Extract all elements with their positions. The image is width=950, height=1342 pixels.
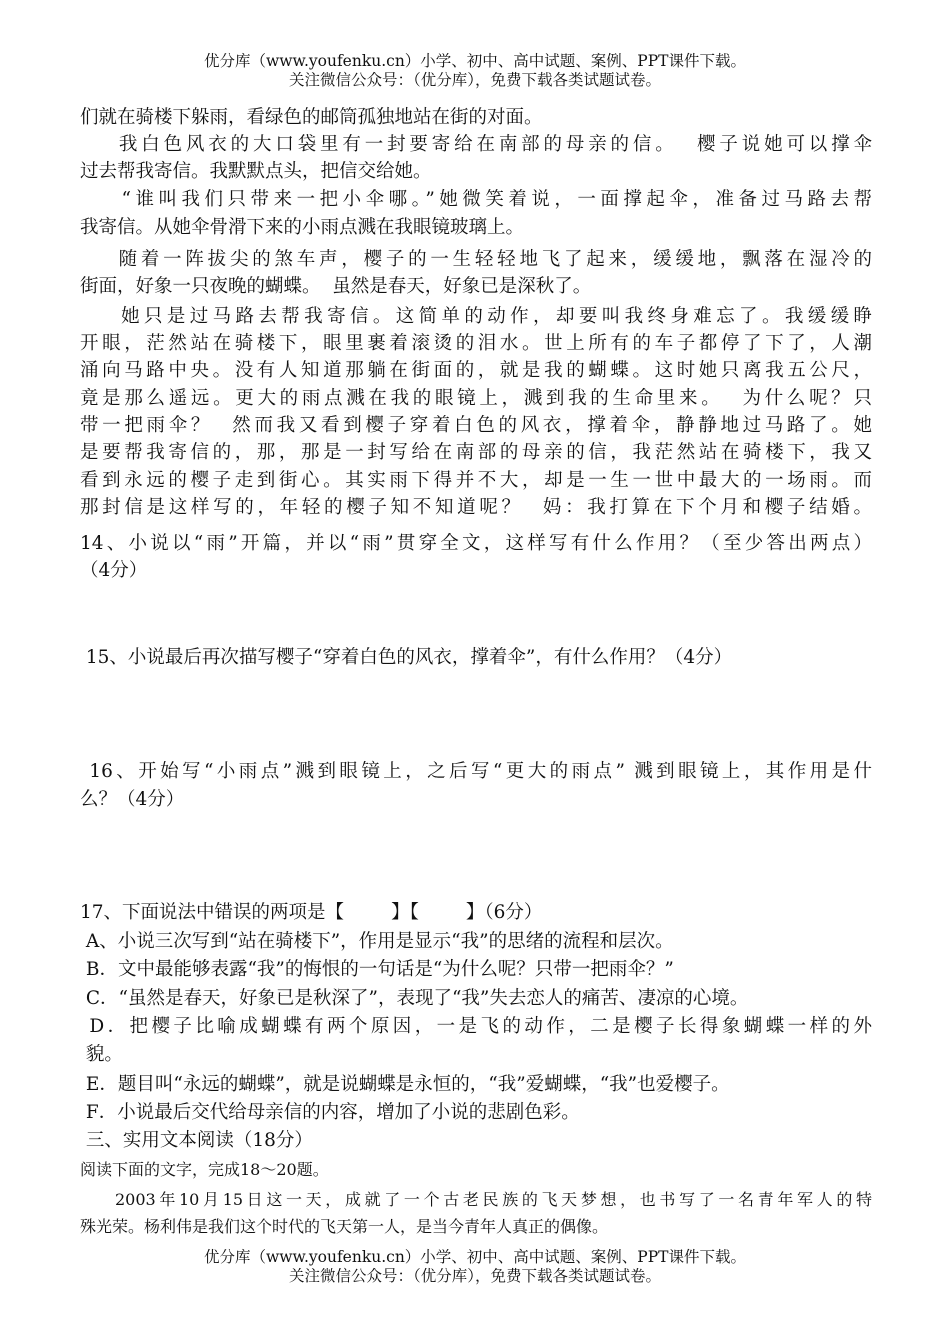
footer-line-2: 关注微信公众号：（优分库），免费下载各类试题试卷。 — [288, 1267, 661, 1285]
option-a: A、小说三次写到“站在骑楼下”，作用是显示“我”的思绪的流程和层次。 — [80, 931, 674, 952]
question-17: 17、下面说法中错误的两项是【 】【 】（6分） — [80, 902, 543, 923]
story-line: 带一把雨伞？ 然而我又看到樱子穿着白色的风衣，撑着伞，静静地过马路了。她 — [80, 415, 872, 436]
story-line: 看到永远的樱子走到街心。其实雨下得并不大，却是一生一世中最大的一场雨。而 — [80, 470, 872, 491]
story-line: 竟是那么遥远。更大的雨点溅在我的眼镜上，溅到我的生命里来。 为什么呢？只 — [80, 388, 872, 409]
option-e: E．题目叫“永远的蝴蝶”，就是说蝴蝶是永恒的，“我”爱蝴蝶，“我”也爱樱子。 — [80, 1074, 730, 1095]
option-b: B．文中最能够表露“我”的悔恨的一句话是“为什么呢？只带一把雨伞？” — [80, 959, 674, 980]
story-line: 我寄信。从她伞骨滑下来的小雨点溅在我眼镜玻璃上。 — [80, 217, 525, 238]
story-line: 涌向马路中央。没有人知道那躺在街面的，就是我的蝴蝶。这时她只离我五公尺， — [80, 360, 872, 381]
story-line: 是要帮我寄信的，那，那是一封写给在南部的母亲的信，我茫然站在骑楼下，我又 — [80, 442, 872, 463]
section-3-title: 三、实用文本阅读（18分） — [80, 1130, 313, 1151]
question-14: 14、小说以“雨”开篇，并以“雨”贯穿全文，这样写有什么作用？（至少答出两点） — [80, 533, 872, 554]
story-line: 那封信是这样写的，年轻的樱子知不知道呢？ 妈：我打算在下个月和樱子结婚。 — [80, 497, 872, 518]
header-line-1: 优分库（www.youfenku.cn）小学、初中、高中试题、案例、PPT课件下载。 — [203, 52, 747, 70]
question-15: 15、小说最后再次描写樱子“穿着白色的风衣，撑着伞”，有什么作用？（4分） — [80, 647, 733, 668]
story-line: 我白色风衣的大口袋里有一封要寄给在南部的母亲的信。 樱子说她可以撑伞 — [80, 134, 872, 155]
section-3-paragraph-cont: 殊光荣。杨利伟是我们这个时代的飞天第一人，是当今青年人真正的偶像。 — [80, 1217, 609, 1236]
option-c: C．“虽然是春天，好象已是秋深了”，表现了“我”失去恋人的痛苦、凄凉的心境。 — [80, 988, 749, 1009]
story-line: 们就在骑楼下躲雨，看绿色的邮筒孤独地站在街的对面。 — [80, 107, 543, 128]
option-d: D．把樱子比喻成蝴蝶有两个原因，一是飞的动作，二是樱子长得象蝴蝶一样的外 — [80, 1016, 872, 1037]
story-line: 街面，好象一只夜晚的蝴蝶。 虽然是春天，好象已是深秋了。 — [80, 276, 592, 297]
section-3-instruction: 阅读下面的文字，完成18～20题。 — [80, 1160, 329, 1179]
section-3-paragraph: 2003年10月15日这一天，成就了一个古老民族的飞天梦想，也书写了一名青年军人的特 — [80, 1190, 872, 1209]
option-f: F．小说最后交代给母亲信的内容，增加了小说的悲剧色彩。 — [80, 1102, 580, 1123]
story-line: 随着一阵拔尖的煞车声，樱子的一生轻轻地飞了起来，缓缓地，飘落在湿冷的 — [80, 249, 872, 270]
page-footer — [0, 1248, 950, 1286]
story-line: “谁叫我们只带来一把小伞哪。”她微笑着说，一面撑起伞，准备过马路去帮 — [80, 189, 872, 210]
question-14-score: （4分） — [80, 560, 148, 581]
header-line-2: 关注微信公众号：（优分库），免费下载各类试题试卷。 — [288, 71, 661, 89]
option-d-cont: 貌。 — [80, 1044, 123, 1065]
question-16: 16、开始写“小雨点”溅到眼镜上，之后写“更大的雨点” 溅到眼镜上，其作用是什 — [80, 761, 872, 782]
story-line: 她只是过马路去帮我寄信。这简单的动作，却要叫我终身难忘了。我缓缓睁 — [80, 306, 872, 327]
page-header — [0, 52, 950, 90]
story-line: 过去帮我寄信。我默默点头，把信交给她。 — [80, 161, 432, 182]
question-16-cont: 么？（4分） — [80, 789, 185, 810]
footer-line-1: 优分库（www.youfenku.cn）小学、初中、高中试题、案例、PPT课件下载。 — [203, 1248, 747, 1266]
story-line: 开眼，茫然站在骑楼下，眼里裹着滚烫的泪水。世上所有的车子都停了下了，人潮 — [80, 333, 872, 354]
